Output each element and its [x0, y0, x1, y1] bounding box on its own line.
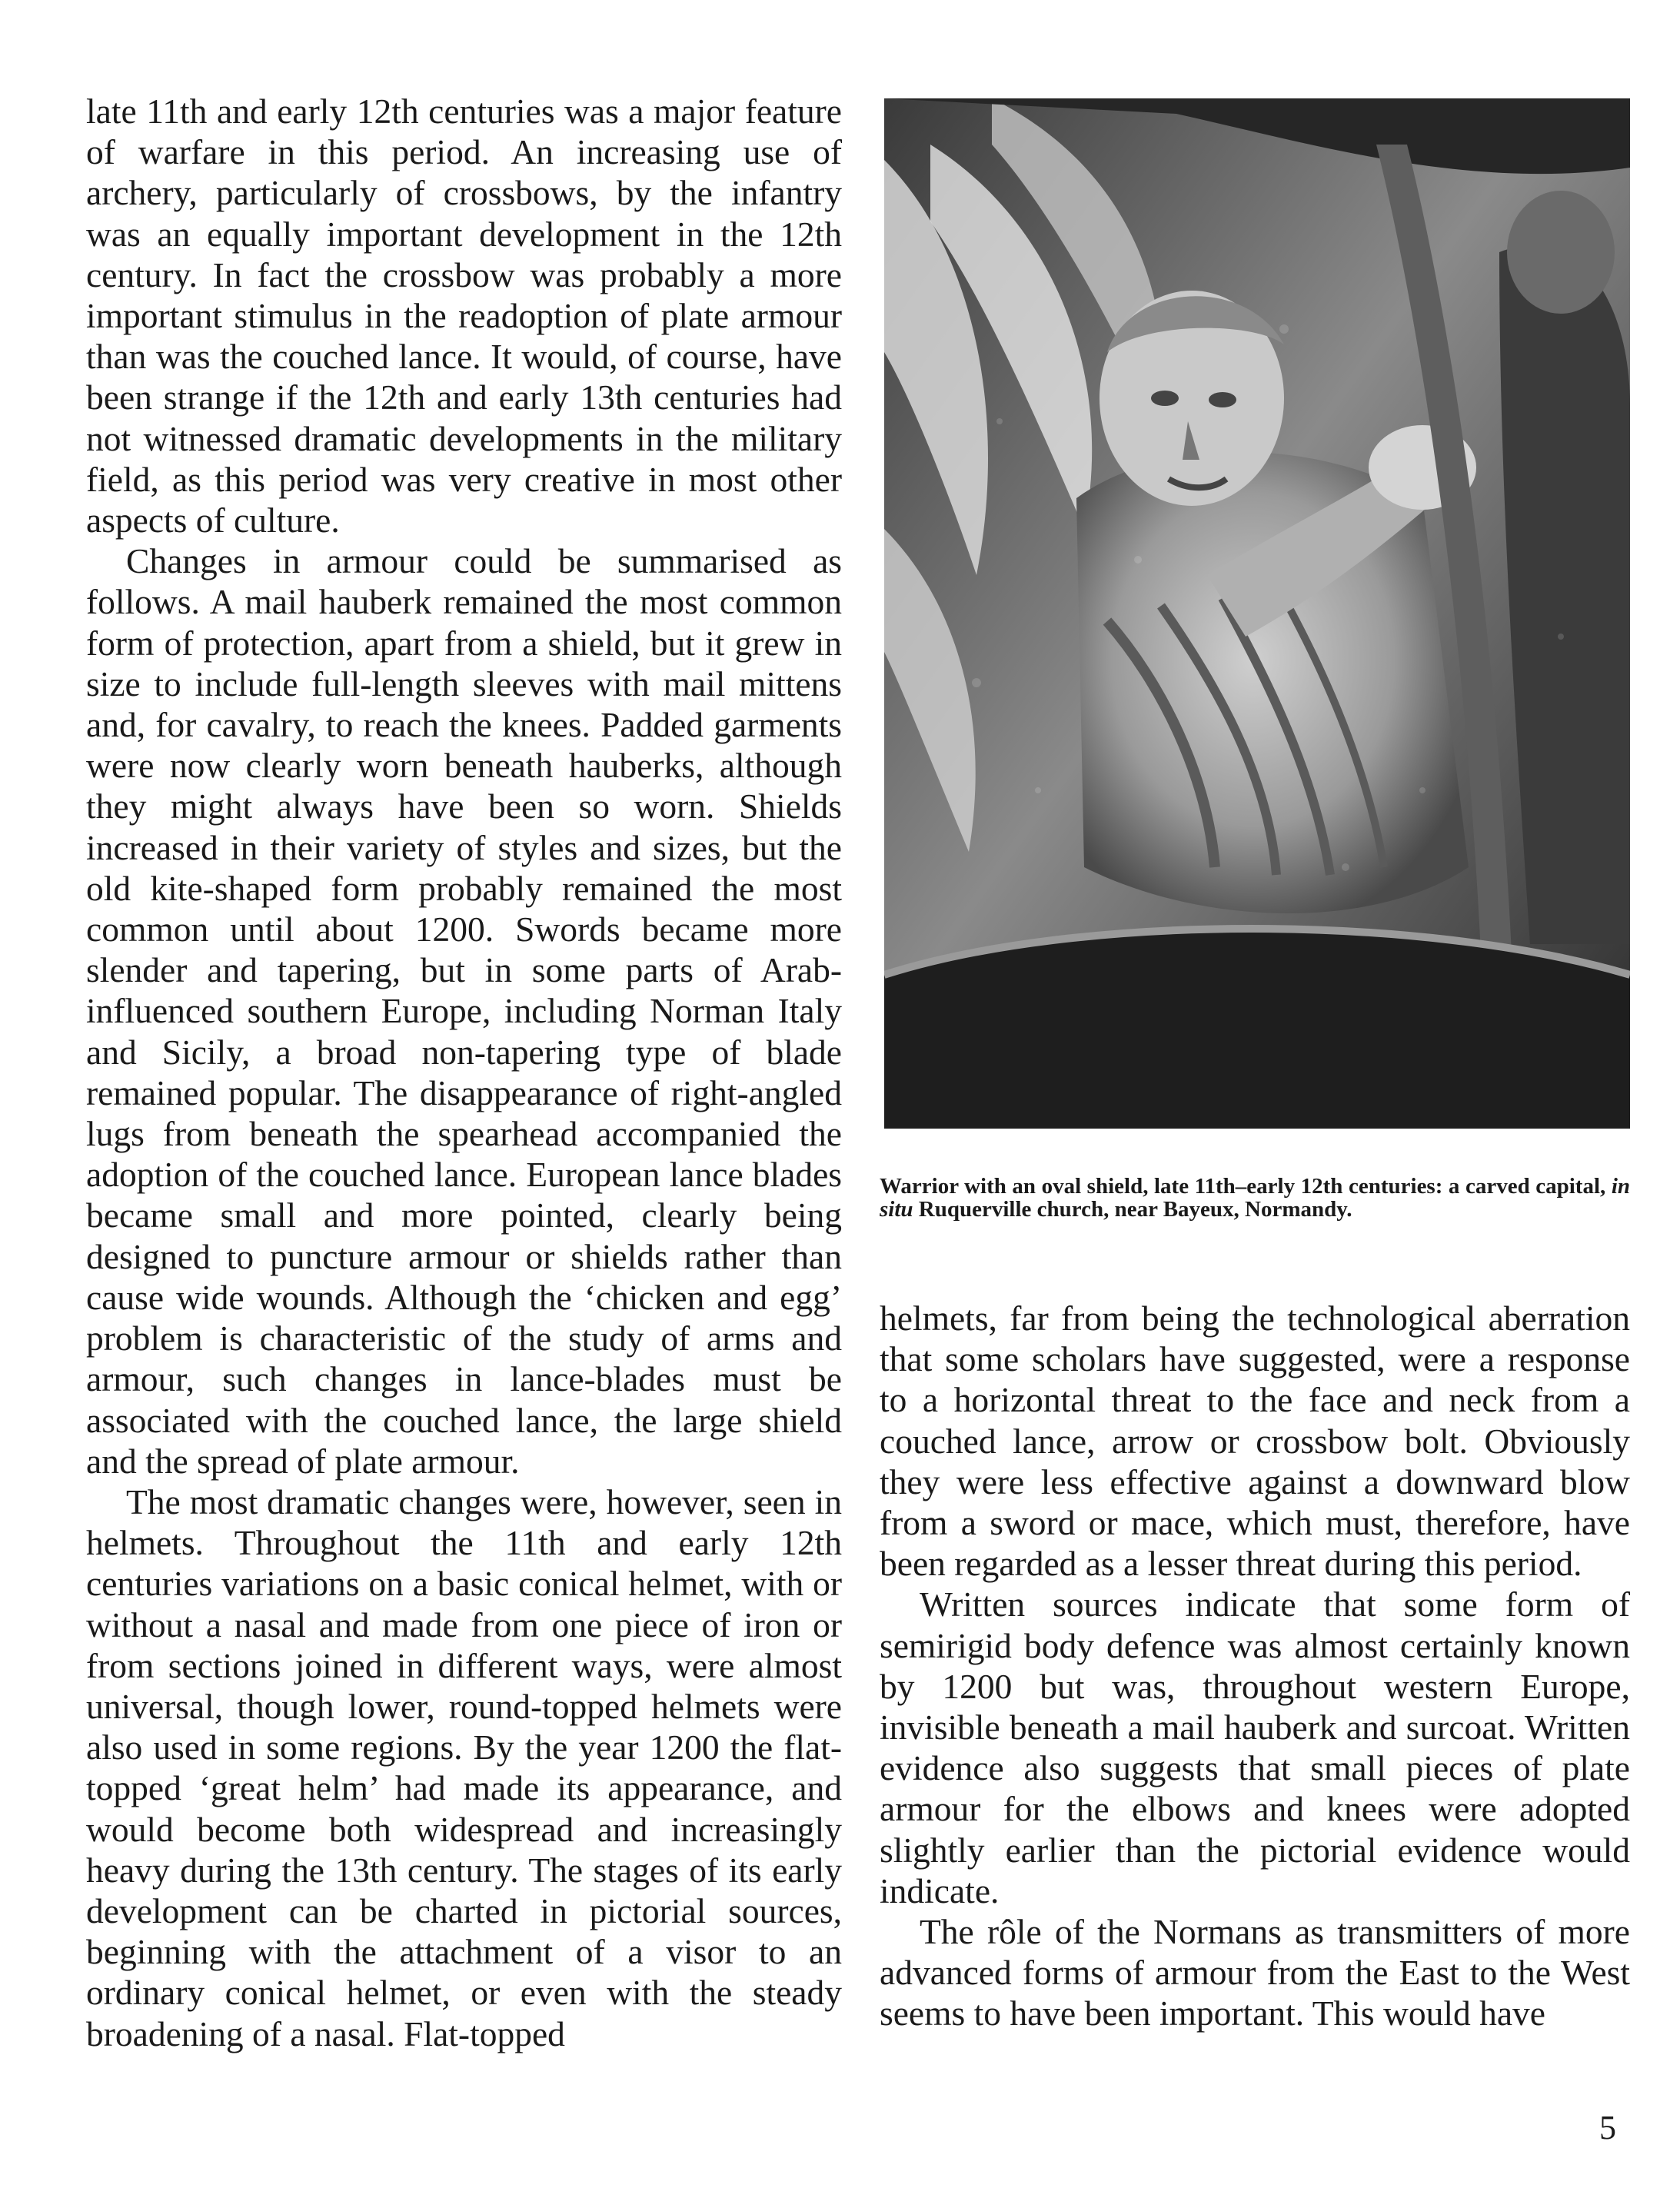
carved-capital-image — [884, 98, 1630, 1129]
right-paragraph-3: The rôle of the Normans as transmitters of more advanced forms of armour from the East to the West seems to have been important. This would have — [880, 1912, 1630, 2033]
figure-photo — [884, 98, 1630, 1129]
right-paragraph-1: helmets, far from being the technological aberration that some scholars have suggested, were a response to a horizontal threat to the face and neck from a couched lance, arrow or crossbow bolt. Obviously they were less effective against a downward blow from a sword or mace, which must, therefore, have been regarded as a lesser threat during this period. — [880, 1299, 1630, 1584]
caption-italic: in situ — [880, 1174, 1630, 1222]
caption-text-end: Ruquerville church, near Bayeux, Normandy. — [913, 1197, 1352, 1222]
left-paragraph-2: Changes in armour could be summarised as follows. A mail hauberk remained the most common form of protection, apart from a shield, but it grew in size to include full-length sleeves with mail mittens and, for cavalry, to reach the knees. Padded garments were now clearly worn beneath hauberks, although they might always have been so worn. Shields increased in their variety of styles and sizes, but the old kite-shaped form probably remained the most common until about 1200. Swords became more slender and tapering, but in some parts of Arab-influenced southern Europe, including Norman Italy and Sicily, a broad non-tapering type of blade remained popular. The disappearance of right-angled lugs from beneath the spearhead accompanied the adoption of the couched lance. European lance blades became small and more pointed, clearly being designed to puncture armour or shields rather than cause wide wounds. Although the ‘chicken and egg’ problem is characteristic of the study of arms and armour, such changes in lance-blades must be associated with the couched lance, the large shield and the spread of plate armour. — [86, 541, 842, 1481]
left-paragraph-3: The most dramatic changes were, however, seen in helmets. Throughout the 11th and early 12th centuries variations on a basic conical helmet, with or without a nasal and made from one piece of iron or from sections joined in different ways, were almost universal, though lower, round-topped helmets were also used in some regions. By the year 1200 the flat-topped ‘great helm’ had made its appearance, and would become both widespread and increasingly heavy during the 13th century. The stages of its early development can be charted in pictorial sources, beginning with the attachment of a visor to an ordinary conical helmet, or even with the steady broadening of a nasal. Flat-topped — [86, 1481, 842, 2053]
right-text-column — [880, 1298, 1630, 2034]
left-paragraph-1: late 11th and early 12th centuries was a major feature of warfare in this period. An increasing use of archery, particularly of crossbows, by the infantry was an equally important development in the 12th century. In fact the crossbow was probably a more important stimulus in the readoption of plate armour than was the couched lance. It would, of course, have been strange if the 12th and early 13th centuries had not witnessed dramatic developments in the military field, as this period was very creative in most other aspects of culture. — [86, 91, 842, 540]
left-text-column — [86, 91, 842, 2054]
page-number: 5 — [1599, 2109, 1616, 2146]
caption-text: Warrior with an oval shield, late 11th–early 12th centuries: a carved capital, — [880, 1174, 1612, 1199]
figure-caption — [880, 1175, 1630, 1221]
right-paragraph-2: Written sources indicate that some form of semirigid body defence was almost certainly known by 1200 but was, throughout western Europe, invisible beneath a mail hauberk and surcoat. Written evidence also suggests that small pieces of plate armour for the elbows and knees were adopted slightly earlier than the pictorial evidence would indicate. — [880, 1584, 1630, 1910]
